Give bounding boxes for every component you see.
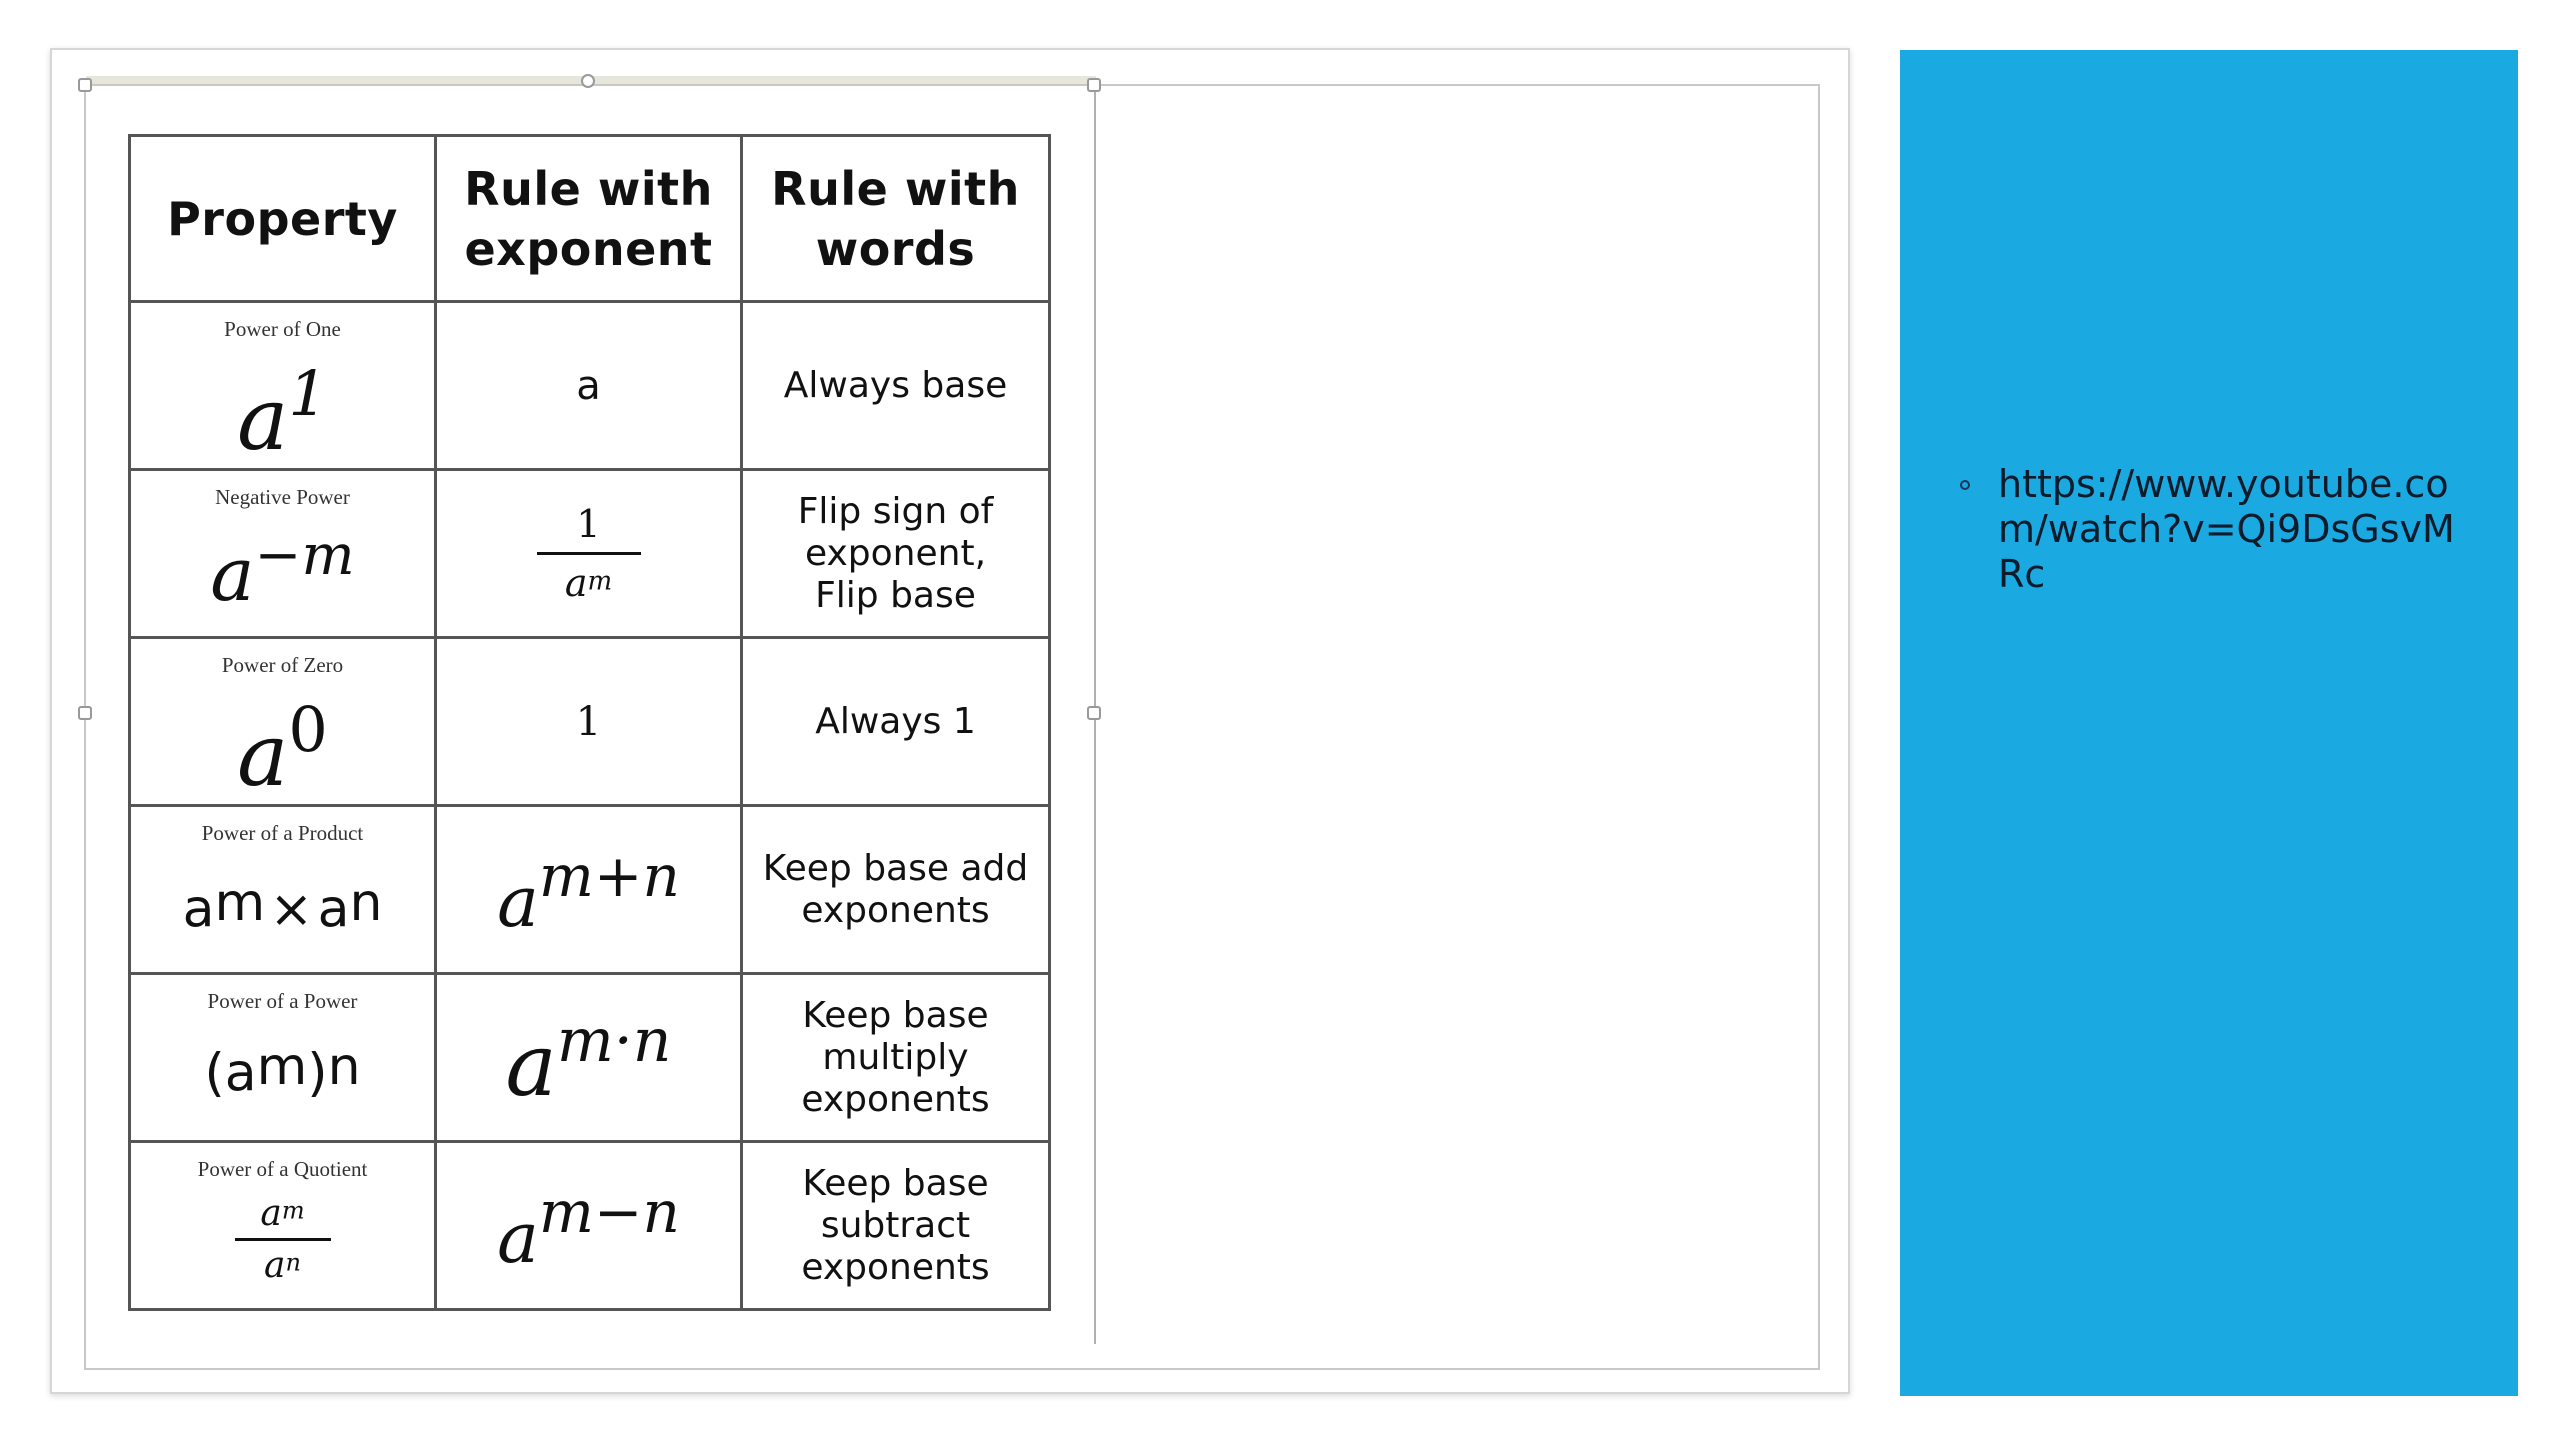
table-row xyxy=(130,806,1050,974)
rule-base: a xyxy=(505,1016,557,1116)
rule-cell xyxy=(436,470,742,638)
table-row xyxy=(130,302,1050,470)
property-cell xyxy=(130,638,436,806)
property-cell xyxy=(130,302,436,470)
rule-cell xyxy=(436,974,742,1142)
fraction-denominator-exponent: m xyxy=(587,566,613,597)
table-row xyxy=(130,638,1050,806)
words-value: Keep base add exponents xyxy=(762,847,1029,931)
words-value: Keep base subtract exponents xyxy=(801,1162,990,1288)
rule-cell xyxy=(436,302,742,470)
property-exponent: −m xyxy=(254,523,355,588)
header-rule-with-words: Rule with words xyxy=(742,136,1050,302)
exponent-properties-table xyxy=(128,134,1051,1311)
table-row xyxy=(130,1142,1050,1310)
property-cell xyxy=(130,806,436,974)
property-close-paren: ) xyxy=(307,1043,328,1104)
header-rule-with-exponent: Rule with exponent xyxy=(436,136,742,302)
property-exponent: 1 xyxy=(288,357,328,430)
property-base-2: a xyxy=(317,879,350,940)
property-exponent-m: m xyxy=(214,873,266,933)
words-cell xyxy=(742,638,1050,806)
property-exponent-m: m xyxy=(256,1037,308,1097)
table-row xyxy=(130,974,1050,1142)
property-caption: Power of One xyxy=(224,317,341,341)
property-caption: Power of a Product xyxy=(201,821,364,845)
rule-value: 1 xyxy=(575,698,602,745)
rule-fraction xyxy=(537,502,641,605)
rule-cell xyxy=(436,806,742,974)
property-caption: Power of a Quotient xyxy=(197,1157,368,1181)
rule-cell xyxy=(436,1142,742,1310)
bullet-circle-icon xyxy=(1960,480,1970,490)
property-exponent-n: n xyxy=(349,873,383,933)
fraction-numerator: 1 xyxy=(576,502,601,546)
denominator-exponent: n xyxy=(285,1248,301,1277)
property-caption: Power of Zero xyxy=(221,653,344,677)
words-cell xyxy=(742,302,1050,470)
fraction-bar xyxy=(235,1238,331,1241)
words-cell xyxy=(742,806,1050,974)
resize-handle-right[interactable] xyxy=(1087,706,1101,720)
property-exponent-n: n xyxy=(327,1037,361,1097)
numerator-base: a xyxy=(260,1193,282,1234)
property-caption: Negative Power xyxy=(215,485,350,509)
resize-handle-top-right[interactable] xyxy=(1087,78,1101,92)
property-base-1: a xyxy=(182,879,215,940)
resize-handle-top-left[interactable] xyxy=(78,78,92,92)
rule-exponent: m−n xyxy=(538,1178,680,1246)
property-exponent: 0 xyxy=(288,693,328,766)
words-cell xyxy=(742,470,1050,638)
resize-handle-left[interactable] xyxy=(78,706,92,720)
property-cell xyxy=(130,470,436,638)
fraction-denominator-base: a xyxy=(564,561,588,605)
rule-exponent: m·n xyxy=(556,1006,672,1076)
denominator-base: a xyxy=(264,1245,286,1286)
numerator-exponent: m xyxy=(281,1196,305,1225)
rule-base: a xyxy=(497,1197,539,1279)
words-cell xyxy=(742,1142,1050,1310)
property-open-base: (a xyxy=(204,1043,257,1104)
rule-base: a xyxy=(497,861,539,943)
rotate-handle[interactable] xyxy=(581,74,595,88)
words-cell xyxy=(742,974,1050,1142)
youtube-link-text[interactable]: https://www.youtube.com/watch?v=Qi9DsGsvMRc xyxy=(1998,462,2455,596)
table-row xyxy=(130,470,1050,638)
table-header-row xyxy=(130,136,1050,302)
rule-value: a xyxy=(576,362,601,409)
property-caption: Power of a Power xyxy=(207,989,358,1013)
words-value: Always 1 xyxy=(815,700,976,742)
property-base: a xyxy=(237,706,289,806)
rule-cell xyxy=(436,638,742,806)
rule-exponent: m+n xyxy=(538,842,680,910)
times-sign: × xyxy=(269,879,314,940)
blue-side-panel xyxy=(1900,50,2518,1396)
property-cell xyxy=(130,1142,436,1310)
words-value: Always base xyxy=(783,364,1008,406)
fraction-bar xyxy=(537,552,641,555)
property-base: a xyxy=(237,370,289,470)
link-bullet[interactable] xyxy=(1998,462,2458,597)
property-fraction xyxy=(235,1193,331,1286)
property-base: a xyxy=(210,532,255,618)
header-property: Property xyxy=(130,136,436,302)
property-cell xyxy=(130,974,436,1142)
words-value: Keep base multiply exponents xyxy=(801,994,990,1120)
words-value: Flip sign of exponent, Flip base xyxy=(797,490,994,616)
